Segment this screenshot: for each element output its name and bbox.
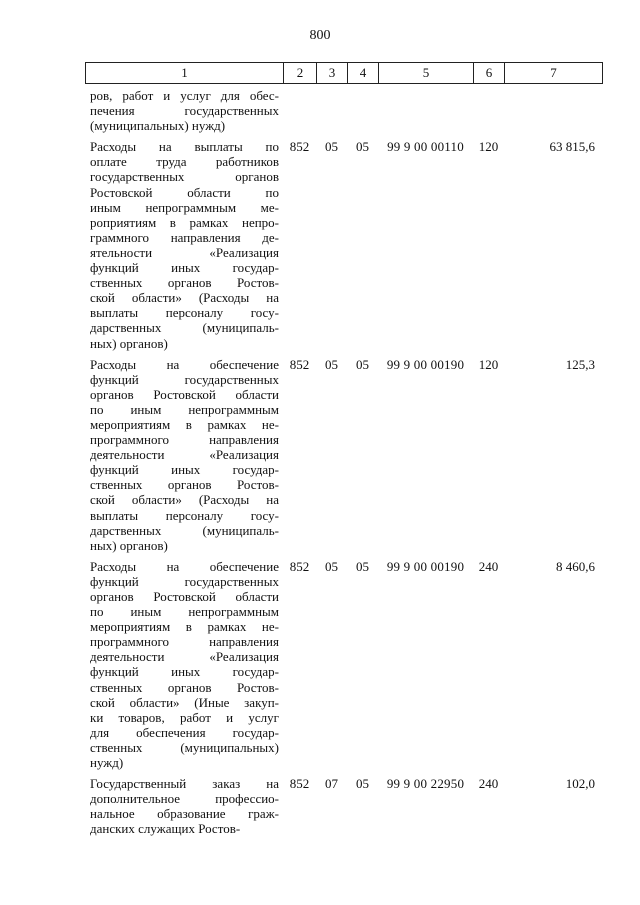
row-code-4: 05 [356, 139, 369, 155]
description-line: деятельности «Реализация [90, 447, 279, 463]
column-header-4: 4 [348, 63, 379, 83]
row-code-3: 07 [325, 776, 338, 792]
description-line: функций иных государ- [90, 462, 279, 478]
description-line: иным непрограммным ме- [90, 199, 279, 215]
description-line: ки товаров, работ и услуг [90, 709, 279, 725]
row-description [85, 139, 283, 350]
column-header-3: 3 [317, 63, 348, 83]
table-row [85, 559, 601, 770]
row-code-3: 05 [325, 558, 338, 574]
description-line: Расходы на обеспечение [90, 558, 279, 574]
description-line: функций иных государ- [90, 260, 279, 276]
description-line: деятельности «Реализация [90, 649, 279, 665]
row-code-3: 05 [325, 139, 338, 155]
row-code-2 [283, 88, 316, 133]
description-line: для обеспечения государ- [90, 724, 279, 740]
row-amount: 102,0 [565, 776, 595, 792]
description-line: программного направления [90, 432, 279, 448]
description-line: ственных органов Ростов- [90, 679, 279, 695]
description-line: ской области» (Расходы на [90, 290, 279, 306]
description-line: ных) органов) [90, 537, 168, 553]
row-code-2: 852 [289, 356, 310, 372]
description-line: функций иных государ- [90, 664, 279, 680]
description-line: ственных (муниципальных) [90, 739, 279, 755]
description-line: Расходы на выплаты по [90, 139, 279, 155]
row-amount [504, 88, 601, 133]
row-code-5 [378, 88, 473, 133]
description-line: граммного направления де- [90, 229, 279, 245]
row-code-2: 852 [289, 139, 310, 155]
description-line: ственных органов Ростов- [90, 275, 279, 291]
row-amount: 125,3 [565, 356, 595, 372]
description-line: данских служащих Ростов- [90, 821, 241, 837]
description-line: оплате труда работников [90, 154, 279, 170]
row-code-6 [473, 88, 504, 133]
row-code-4: 05 [356, 776, 369, 792]
table-header [85, 62, 603, 84]
description-line: выплаты персоналу госу- [90, 305, 279, 321]
row-description [85, 559, 283, 770]
row-code-4: 05 [356, 356, 369, 372]
description-line: органов Ростовской области [90, 589, 279, 604]
table-row [85, 139, 601, 350]
row-amount: 63 815,6 [549, 139, 595, 155]
description-line: Расходы на обеспечение [90, 356, 279, 372]
row-description [85, 776, 283, 836]
row-code-3: 05 [325, 356, 338, 372]
table-body [85, 88, 601, 837]
row-code-3 [316, 88, 347, 133]
column-header-5: 5 [379, 63, 474, 83]
description-line: мероприятиям в рамках не- [90, 416, 279, 432]
row-code-6: 240 [478, 776, 499, 792]
description-line: дополнительное профессио- [90, 791, 279, 807]
row-code-2: 852 [289, 776, 310, 792]
row-description [85, 357, 283, 553]
page-number: 800 [309, 28, 331, 43]
description-line: ской области» (Расходы на [90, 492, 279, 508]
description-line: ственных органов Ростов- [90, 477, 279, 493]
column-header-1: 1 [86, 63, 284, 83]
row-code-6: 240 [478, 558, 499, 574]
column-header-2: 2 [284, 63, 317, 83]
description-line: мероприятиям в рамках не- [90, 619, 279, 635]
row-code-5: 99 9 00 00190 [386, 558, 465, 574]
column-header-7: 7 [550, 65, 557, 80]
description-line: функций государственных [90, 573, 279, 589]
description-line: Государственный заказ на [90, 776, 279, 792]
description-line: ров, работ и услуг для обес- [90, 88, 279, 103]
table-row [85, 776, 601, 836]
description-line: нальное образование граж- [90, 806, 279, 822]
description-line: ской области» (Иные закуп- [90, 694, 279, 710]
table-row [85, 357, 601, 553]
row-description [85, 88, 283, 133]
row-code-6: 120 [478, 356, 499, 372]
description-line: печения государственных [90, 103, 279, 119]
row-code-6: 120 [478, 139, 499, 155]
description-line: дарственных (муниципаль- [90, 522, 279, 538]
description-line: по иным непрограммным [90, 604, 279, 620]
column-header-6: 6 [474, 63, 505, 83]
row-code-4: 05 [356, 558, 369, 574]
description-line: роприятиям в рамках непро- [90, 214, 279, 230]
description-line: дарственных (муниципаль- [90, 320, 279, 336]
description-line: по иным непрограммным [90, 401, 279, 417]
row-code-2: 852 [289, 558, 310, 574]
table-row [85, 88, 601, 133]
description-line: Ростовской области по [90, 184, 279, 200]
row-code-5: 99 9 00 00110 [387, 139, 464, 155]
row-code-4 [347, 88, 378, 133]
description-line: ных) органов) [90, 335, 168, 351]
row-code-5: 99 9 00 22950 [386, 776, 465, 792]
description-line: выплаты персоналу госу- [90, 507, 279, 523]
row-code-5: 99 9 00 00190 [386, 356, 465, 372]
description-line: ятельности «Реализация [90, 244, 279, 260]
description-line: органов Ростовской области [90, 386, 279, 402]
description-line: (муниципальных) нужд) [90, 118, 226, 134]
row-amount: 8 460,6 [556, 558, 595, 574]
description-line: функций государственных [90, 371, 279, 387]
description-line: нужд) [90, 755, 124, 771]
description-line: программного направления [90, 634, 279, 650]
description-line: государственных органов [90, 169, 279, 185]
